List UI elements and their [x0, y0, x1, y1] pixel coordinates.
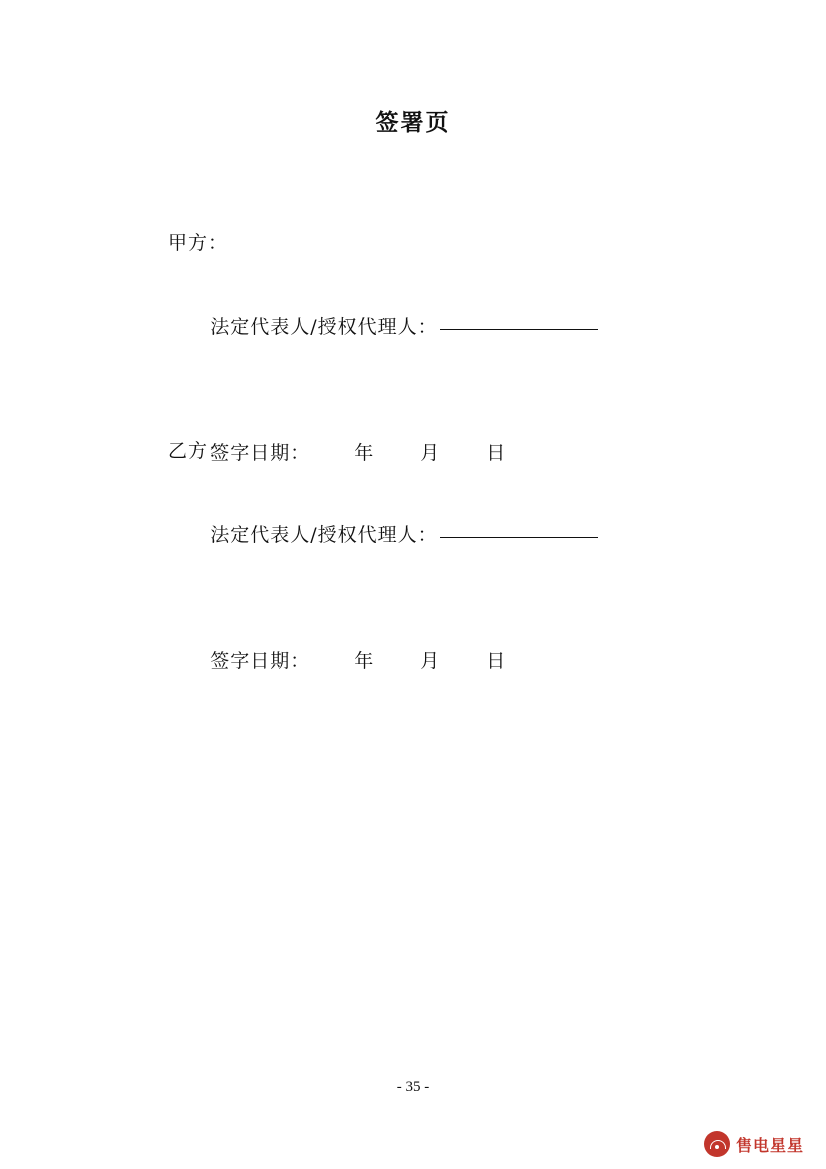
party-a-date-label: 签字日期：: [210, 442, 311, 464]
party-b-month-label: 月: [420, 650, 441, 672]
page-number: - 35 -: [396, 1079, 430, 1095]
party-b-representative-label: 法定代表人/授权代理人：: [210, 524, 438, 546]
wechat-logo-icon: [704, 1131, 730, 1157]
party-a-label: 甲方：: [168, 232, 229, 254]
party-a-representative-label: 法定代表人/授权代理人：: [210, 316, 438, 338]
party-b-label: 乙方：: [168, 440, 229, 462]
party-a-day-label: 日: [486, 442, 507, 464]
party-a-representative-row: [168, 264, 728, 390]
party-b-date-label: 签字日期：: [210, 650, 311, 672]
watermark: [698, 1127, 810, 1161]
party-b-year-label: 年: [354, 650, 375, 672]
party-b-day-label: 日: [486, 650, 507, 672]
watermark-label: 售电星星: [735, 1135, 804, 1155]
party-b-date-row: [168, 598, 728, 724]
party-b-block: [168, 430, 728, 724]
party-a-month-label: 月: [420, 442, 441, 464]
party-b-representative-row: [168, 472, 728, 598]
page-title: 签署页: [375, 109, 451, 136]
party-a-representative-field[interactable]: [440, 329, 598, 330]
party-a-year-label: 年: [354, 442, 375, 464]
party-b-representative-field[interactable]: [440, 537, 598, 538]
